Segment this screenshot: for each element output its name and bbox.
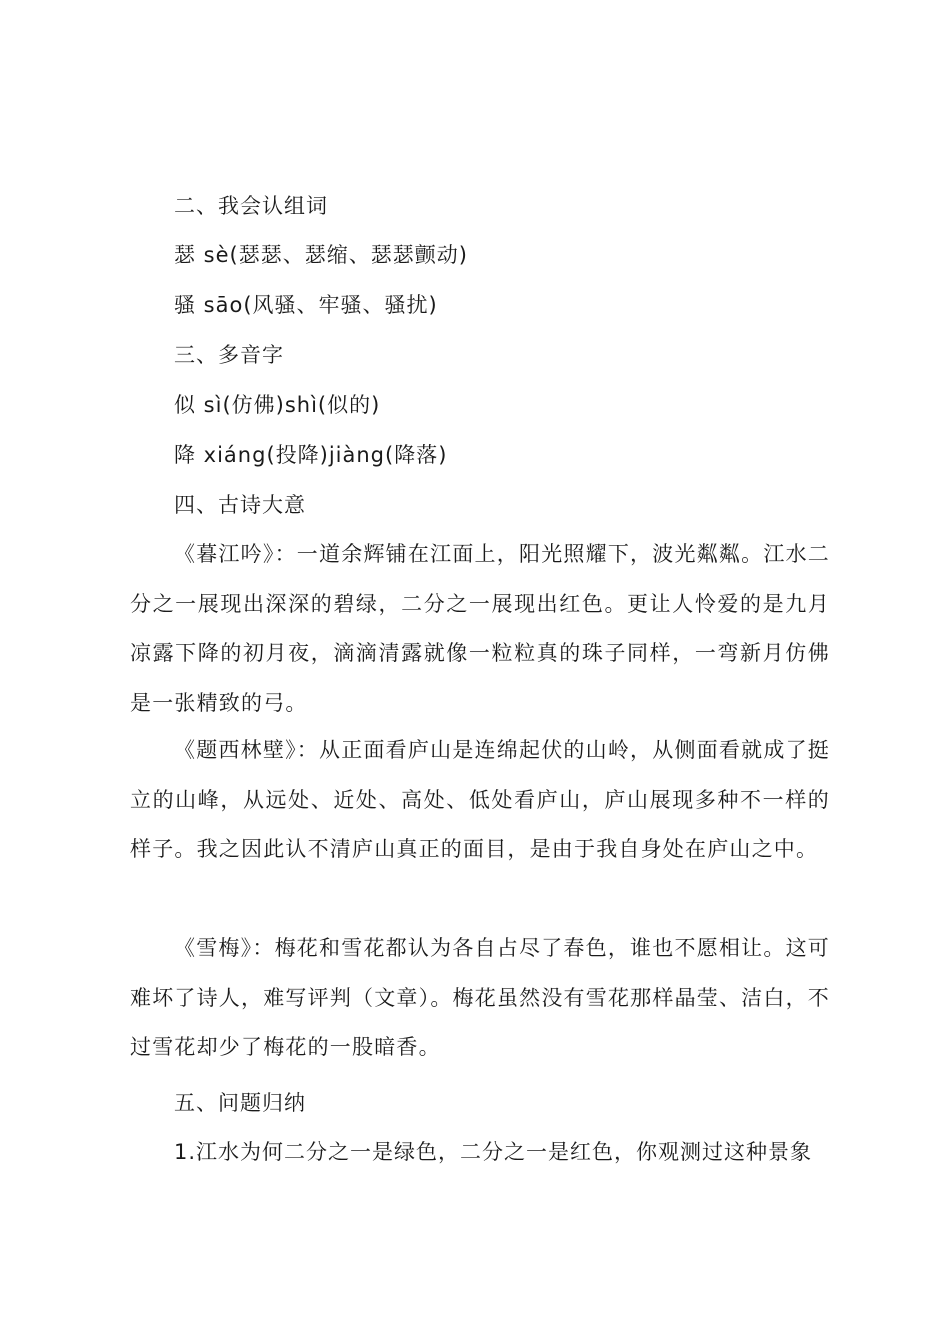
poem-meaning-tixilinbi: 《题西林壁》：从正面看庐山是连绵起伏的山岭，从侧面看就成了挺立的山峰，从远处、近处、高处、低处看庐山，庐山展现多种不一样的样子。我之因此认不清庐山真正的面目，是由于我自身处在庐山之中。 (130, 738, 830, 861)
vocab-item-se: 瑟 sè(瑟瑟、瑟缩、瑟瑟颤动) (174, 243, 468, 267)
question-item-1: 1.江水为何二分之一是绿色，二分之一是红色，你观测过这种景象 (174, 1140, 813, 1164)
section-heading-4: 四、古诗大意 (174, 493, 306, 517)
section-heading-2: 二、我会认组词 (174, 194, 328, 218)
poem-meaning-mujiangyin: 《暮江吟》：一道余辉铺在江面上，阳光照耀下，波光粼粼。江水二分之一展现出深深的碧绿，二分之一展现出红色。更让人怜爱的是九月凉露下降的初月夜，滴滴清露就像一粒粒真的珠子同样，一弯新月仿佛是一张精致的弓。 (130, 542, 830, 715)
section-heading-5: 五、问题归纳 (174, 1091, 306, 1115)
section-heading-3: 三、多音字 (174, 343, 284, 367)
vocab-item-sao: 骚 sāo(风骚、牢骚、骚扰) (174, 293, 438, 317)
polyphone-item-si: 似 sì(仿佛)shì(似的) (174, 393, 381, 417)
polyphone-item-jiang: 降 xiáng(投降)jiàng(降落) (174, 443, 448, 467)
poem-meaning-xuemei: 《雪梅》：梅花和雪花都认为各自占尽了春色，谁也不愿相让。这可难坏了诗人，难写评判（文章）。梅花虽然没有雪花那样晶莹、洁白，不过雪花却少了梅花的一股暗香。 (130, 936, 830, 1059)
